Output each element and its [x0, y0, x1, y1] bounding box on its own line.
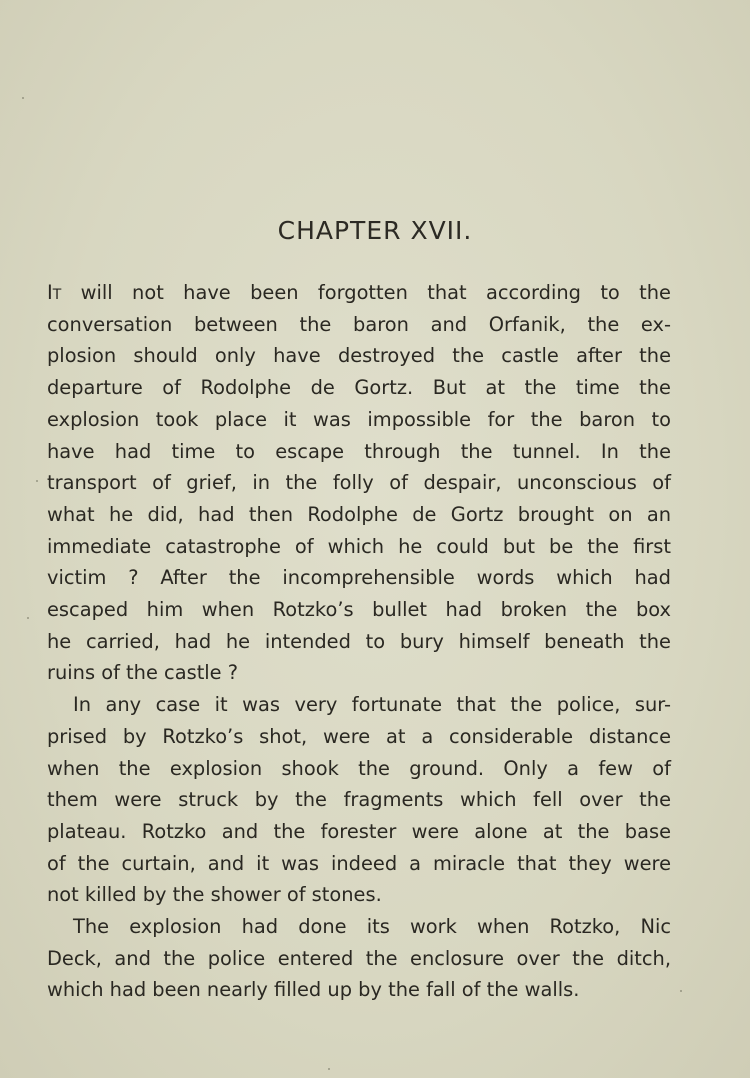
text-line: ruins of the castle ? [47, 661, 239, 685]
paragraph-3 [47, 911, 671, 1006]
line-text: will not have been forgotten that according to the [61, 281, 671, 304]
text-line: In any case it was very fortunate that the police, sur- [73, 693, 671, 717]
text-line: transport of grief, in the folly of despair, unconscious of [47, 471, 671, 495]
text-line: departure of Rodolphe de Gortz. But at the time the [47, 376, 671, 400]
text-line [47, 277, 671, 309]
paragraph-1 [47, 277, 671, 689]
text-line: of the curtain, and it was indeed a miracle that they were [47, 851, 671, 875]
ink-speck [36, 480, 38, 482]
text-line: explosion took place it was impossible for the baron to [47, 407, 671, 431]
paragraph-2 [47, 689, 671, 911]
text-line: them were struck by the fragments which fell over the [47, 788, 671, 812]
text-line: prised by Rotzko’s shot, were at a considerable distance [47, 724, 671, 748]
ink-speck [27, 617, 29, 619]
text-line: when the explosion shook the ground. Only a few of [47, 756, 671, 780]
text-line: escaped him when Rotzko’s bullet had broken the box [47, 598, 671, 622]
chapter-heading: CHAPTER XVII. [277, 216, 473, 245]
ink-speck [22, 97, 24, 99]
text-line: The explosion had done its work when Rotzko, Nic [73, 915, 671, 939]
text-line: immediate catastrophe of which he could but be the first [47, 534, 671, 558]
text-line: not killed by the shower of stones. [47, 883, 382, 907]
text-line: Deck, and the police entered the enclosure over the ditch, [47, 946, 671, 970]
text-line: which had been nearly filled up by the fall of the walls. [47, 978, 580, 1002]
text-line: have had time to escape through the tunnel. In the [47, 439, 671, 463]
text-line: what he did, had then Rodolphe de Gortz brought on an [47, 502, 671, 526]
ink-speck [328, 1068, 330, 1070]
text-line: he carried, had he intended to bury himself beneath the [47, 629, 671, 653]
text-line: plosion should only have destroyed the castle after the [47, 344, 671, 368]
chapter-body [47, 277, 671, 1006]
ink-speck [680, 990, 682, 992]
text-line: victim ? After the incomprehensible words which had [47, 566, 671, 590]
text-line: conversation between the baron and Orfanik, the ex- [47, 312, 671, 336]
text-line: plateau. Rotzko and the forester were alone at the base [47, 819, 671, 843]
opening-word: It [47, 281, 62, 304]
